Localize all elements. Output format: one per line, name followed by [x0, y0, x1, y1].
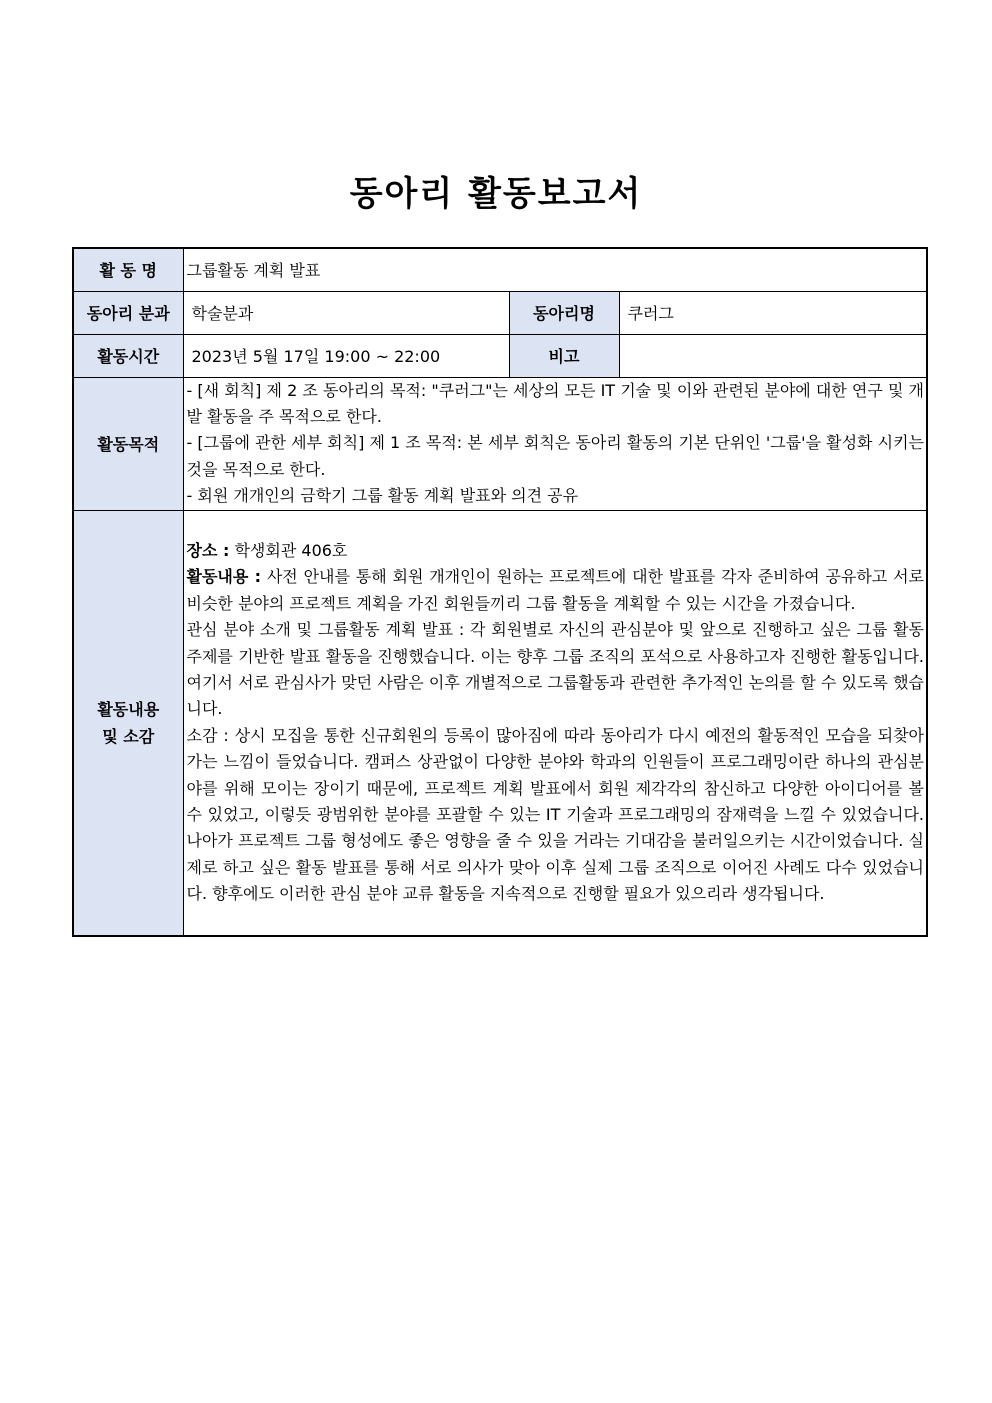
club-name-label: 동아리명 — [509, 291, 619, 334]
activity-paragraph — [187, 564, 925, 617]
purpose-line: - [새 회칙] 제 2 조 동아리의 목적: "쿠러그"는 세상의 모든 IT 기술 및 이와 관련된 분야에 대한 연구 및 개발 활동을 주 목적으로 한다. — [186, 380, 924, 426]
division-value: 학술분과 — [183, 291, 509, 334]
purpose-line: - [그룹에 관한 세부 회칙] 제 1 조 목적: 본 세부 회칙은 동아리 활동의 기본 단위인 '그룹'을 활성화 시키는 것을 목적으로 한다. — [186, 433, 924, 479]
row-purpose — [73, 377, 927, 510]
activity-name-label: 활 동 명 — [73, 248, 183, 291]
row-activity-time — [73, 334, 927, 377]
impression-paragraph: 소감 : 상시 모집을 통한 신규회원의 등록이 많아짐에 따라 동아리가 다시 예전의 활동적인 모습을 되찾아가는 느낌이 들었습니다. 캠퍼스 상관없이 다양한 분야와 학과의 인원들이 프로그래밍이란 하나의 관심분야를 위해 모이는 장이기 때문에, 프로젝트 계획 발표에서 회원 제각각의 참신하고 다양한 아이디어를 볼 수 있었고, 이렇듯 광범위한 분야를 포괄할 수 있는 IT 기술과 프로그래밍의 잠재력을 느낄 수 있었습니다. 나아가 프로젝트 그룹 형성에도 좋은 영향을 줄 수 있을 거라는 기대감을 불러일으키는 시간이었습니다. 실제로 하고 싶은 활동 발표를 통해 서로 의사가 맞아 이후 실제 그룹 조직으로 이어진 사례도 다수 있었습니다. 향후에도 이러한 관심 분야 교류 활동을 지속적으로 진행할 필요가 있으리라 생각됩니다. — [186, 725, 924, 904]
row-content — [73, 510, 927, 936]
division-label: 동아리 분과 — [73, 291, 183, 334]
activity-name-value: 그룹활동 계획 발표 — [183, 248, 927, 291]
place-label: 장소 : — [186, 540, 230, 560]
purpose-label: 활동목적 — [73, 377, 183, 510]
activity-text: 사전 안내를 통해 회원 개개인이 원하는 프로젝트에 대한 발표를 각자 준비하여 공유하고 서로 비슷한 분야의 프로젝트 계획을 가진 회원들끼리 그룹 활동을 계획할 수 있는 시간을 가졌습니다. — [186, 567, 924, 613]
content-body — [183, 510, 927, 936]
content-label-line2: 및 소감 — [102, 726, 155, 746]
remarks-label: 비고 — [509, 334, 619, 377]
content-label — [73, 510, 183, 936]
interest-paragraph: 관심 분야 소개 및 그룹활동 계획 발표 : 각 회원별로 자신의 관심분야 및 앞으로 진행하고 싶은 그룹 활동 주제를 기반한 발표 활동을 진행했습니다. 이는 향후 그룹 조직의 포석으로 사용하고자 진행한 활동입니다. 여기서 서로 관심사가 맞던 사람은 이후 개별적으로 그룹활동과 관련한 추가적인 논의를 할 수 있도록 했습니다. — [186, 620, 924, 719]
document-title: 동아리 활동보고서 — [349, 174, 643, 214]
activity-label: 활동내용 : — [186, 567, 262, 587]
row-activity-name — [73, 248, 927, 291]
activity-time-value: 2023년 5월 17일 19:00 ~ 22:00 — [183, 334, 509, 377]
row-division — [73, 291, 927, 334]
activity-time-label: 활동시간 — [73, 334, 183, 377]
place-value: 학생회관 406호 — [229, 540, 348, 560]
remarks-value — [619, 334, 927, 377]
report-table — [72, 247, 928, 937]
place-line — [187, 538, 925, 564]
purpose-line: - 회원 개개인의 금학기 그룹 활동 계획 발표와 의견 공유 — [186, 486, 579, 506]
club-name-value: 쿠러그 — [619, 291, 927, 334]
purpose-content — [183, 377, 927, 510]
content-label-line1: 활동내용 — [97, 699, 160, 719]
